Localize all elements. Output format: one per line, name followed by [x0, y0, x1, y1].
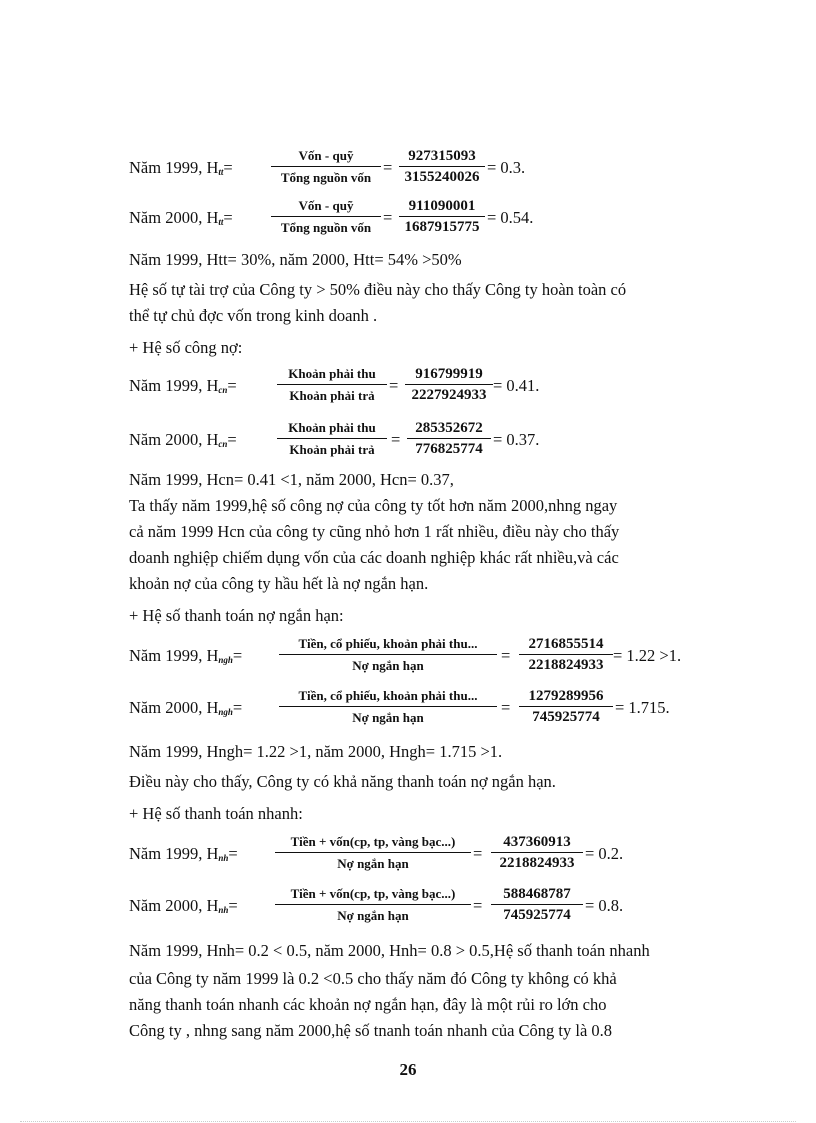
- numerator: Tiền, cổ phiếu, khoản phải thu...: [279, 686, 497, 707]
- eq-label: Năm 1999, H: [129, 158, 219, 177]
- page-number: 26: [399, 1060, 417, 1079]
- paragraph-line: Hệ số tự tài trợ của Công ty > 50% điều này cho thấy Công ty hoàn toàn có: [129, 280, 627, 299]
- fraction-formula: [279, 634, 497, 676]
- eq-sign: =: [383, 158, 393, 177]
- eq-sign: =: [227, 430, 237, 449]
- paragraph-line: Năm 1999, Hnh= 0.2 < 0.5, năm 2000, Hnh= 0.8 > 0.5,Hệ số thanh toán nhanh: [129, 941, 650, 960]
- eq-result: = 0.8.: [585, 896, 624, 915]
- fraction-formula: [277, 364, 387, 406]
- fraction-formula: [271, 146, 381, 188]
- eq-sign: =: [232, 646, 243, 665]
- fraction-formula: [277, 418, 387, 460]
- page-bottom-divider: [20, 1121, 796, 1122]
- denominator: 2218824933: [499, 855, 575, 871]
- fraction-values: [399, 196, 485, 238]
- eq-label: Năm 1999, H: [129, 376, 219, 395]
- equation-h-tt-2000: [129, 196, 769, 242]
- denominator: Nợ ngắn hạn: [352, 710, 424, 725]
- eq-subscript: cn: [218, 439, 228, 449]
- numerator: Khoản phải thu: [277, 364, 387, 385]
- eq-sign: =: [223, 208, 233, 227]
- eq-sign: =: [473, 844, 483, 863]
- fraction-formula: [279, 686, 497, 728]
- numerator: Tiền + vốn(cp, tp, vàng bạc...): [275, 832, 471, 853]
- numerator: Vốn - quỹ: [271, 196, 381, 217]
- eq-label: Năm 2000, H: [129, 896, 219, 915]
- numerator: Khoản phải thu: [277, 418, 387, 439]
- summary-tt: Năm 1999, Htt= 30%, năm 2000, Htt= 54% >50%: [129, 250, 462, 269]
- fraction-values: [491, 884, 583, 926]
- eq-sign: =: [501, 646, 511, 665]
- eq-sign: =: [501, 698, 511, 717]
- denominator: 745925774: [532, 709, 600, 725]
- numerator: Tiền + vốn(cp, tp, vàng bạc...): [275, 884, 471, 905]
- denominator: Khoản phải trả: [289, 442, 375, 457]
- equation-h-cn-2000: [129, 418, 769, 464]
- eq-label: Năm 2000, H: [129, 698, 219, 717]
- paragraph-line: thể tự chủ đợc vốn trong kinh doanh .: [129, 306, 378, 325]
- eq-subscript: tt: [218, 217, 224, 227]
- equation-h-tt-1999: [129, 146, 769, 192]
- denominator: Tổng nguồn vốn: [280, 170, 372, 185]
- fraction-formula: [271, 196, 381, 238]
- summary-cn: Năm 1999, Hcn= 0.41 <1, năm 2000, Hcn= 0.37,: [129, 470, 454, 489]
- summary-ngh: Năm 1999, Hngh= 1.22 >1, năm 2000, Hngh= 1.715 >1.: [129, 742, 503, 761]
- numerator: 285352672: [407, 418, 491, 439]
- eq-result: = 0.2.: [585, 844, 624, 863]
- eq-result: = 0.54.: [487, 208, 534, 227]
- fraction-values: [399, 146, 485, 188]
- section-heading-thanh-toan-nhanh: + Hệ số thanh toán nhanh:: [129, 804, 303, 823]
- denominator: Tổng nguồn vốn: [280, 220, 372, 235]
- paragraph-line: khoản nợ của công ty hầu hết là nợ ngắn hạn.: [129, 574, 429, 593]
- eq-result: = 0.41.: [493, 376, 540, 395]
- eq-subscript: ngh: [218, 655, 233, 665]
- equation-h-nh-2000: [129, 884, 769, 930]
- eq-subscript: nh: [218, 905, 229, 915]
- fraction-values: [407, 418, 491, 460]
- numerator: 437360913: [491, 832, 583, 853]
- fraction-values: [519, 634, 613, 676]
- equation-h-nh-1999: [129, 832, 769, 878]
- eq-result: = 1.22 >1.: [613, 646, 682, 665]
- eq-label: Năm 1999, H: [129, 844, 219, 863]
- numerator: 1279289956: [519, 686, 613, 707]
- paragraph-line: Ta thấy năm 1999,hệ số công nợ của công ty tốt hơn năm 2000,nhng ngay: [129, 496, 618, 515]
- denominator: Nợ ngắn hạn: [352, 658, 424, 673]
- eq-sign: =: [228, 844, 238, 863]
- eq-sign: =: [227, 376, 237, 395]
- numerator: Vốn - quỹ: [271, 146, 381, 167]
- fraction-formula: [275, 884, 471, 926]
- paragraph-line: doanh nghiệp chiếm dụng vốn của các doanh nghiệp khác rất nhiều,và các: [129, 548, 619, 567]
- denominator: Nợ ngắn hạn: [337, 908, 409, 923]
- paragraph-line: năng thanh toán nhanh các khoản nợ ngắn hạn, đây là một rủi ro lớn cho: [129, 995, 607, 1014]
- eq-sign: =: [383, 208, 393, 227]
- paragraph-line: của Công ty năm 1999 là 0.2 <0.5 cho thấy năm đó Công ty không có khả: [129, 969, 617, 988]
- section-heading-ngan-han: + Hệ số thanh toán nợ ngắn hạn:: [129, 606, 344, 625]
- eq-result: = 0.37.: [493, 430, 540, 449]
- equation-h-ngh-2000: [129, 686, 769, 732]
- section-heading-cong-no: + Hệ số công nợ:: [129, 338, 243, 357]
- equation-h-ngh-1999: [129, 634, 769, 680]
- paragraph-line: Công ty , nhng sang năm 2000,hệ số tnanh toán nhanh của Công ty là 0.8: [129, 1021, 613, 1040]
- denominator: 745925774: [503, 907, 571, 923]
- numerator: 916799919: [405, 364, 493, 385]
- eq-result: = 1.715.: [615, 698, 670, 717]
- equation-h-cn-1999: [129, 364, 769, 410]
- eq-sign: =: [228, 896, 238, 915]
- eq-sign: =: [223, 158, 233, 177]
- numerator: 911090001: [399, 196, 485, 217]
- fraction-values: [405, 364, 493, 406]
- fraction-values: [519, 686, 613, 728]
- denominator: 2227924933: [411, 387, 487, 403]
- eq-result: = 0.3.: [487, 158, 526, 177]
- denominator: 2218824933: [528, 657, 604, 673]
- eq-subscript: tt: [218, 167, 224, 177]
- eq-label: Năm 1999, H: [129, 646, 219, 665]
- numerator: 2716855514: [519, 634, 613, 655]
- numerator: Tiền, cổ phiếu, khoản phải thu...: [279, 634, 497, 655]
- denominator: Nợ ngắn hạn: [337, 856, 409, 871]
- numerator: 588468787: [491, 884, 583, 905]
- fraction-values: [491, 832, 583, 874]
- fraction-formula: [275, 832, 471, 874]
- eq-label: Năm 2000, H: [129, 208, 219, 227]
- denominator: 1687915775: [404, 219, 480, 235]
- eq-subscript: cn: [218, 385, 228, 395]
- eq-subscript: ngh: [218, 707, 233, 717]
- denominator: 776825774: [415, 441, 483, 457]
- denominator: Khoản phải trả: [289, 388, 375, 403]
- eq-sign: =: [473, 896, 483, 915]
- paragraph-line: cả năm 1999 Hcn của công ty cũng nhỏ hơn 1 rất nhiều, điều này cho thấy: [129, 522, 620, 541]
- numerator: 927315093: [399, 146, 485, 167]
- eq-sign: =: [389, 376, 399, 395]
- eq-subscript: nh: [218, 853, 229, 863]
- eq-sign: =: [391, 430, 401, 449]
- paragraph-line: Điều này cho thấy, Công ty có khả năng thanh toán nợ ngắn hạn.: [129, 772, 556, 791]
- eq-sign: =: [232, 698, 243, 717]
- denominator: 3155240026: [404, 169, 480, 185]
- eq-label: Năm 2000, H: [129, 430, 219, 449]
